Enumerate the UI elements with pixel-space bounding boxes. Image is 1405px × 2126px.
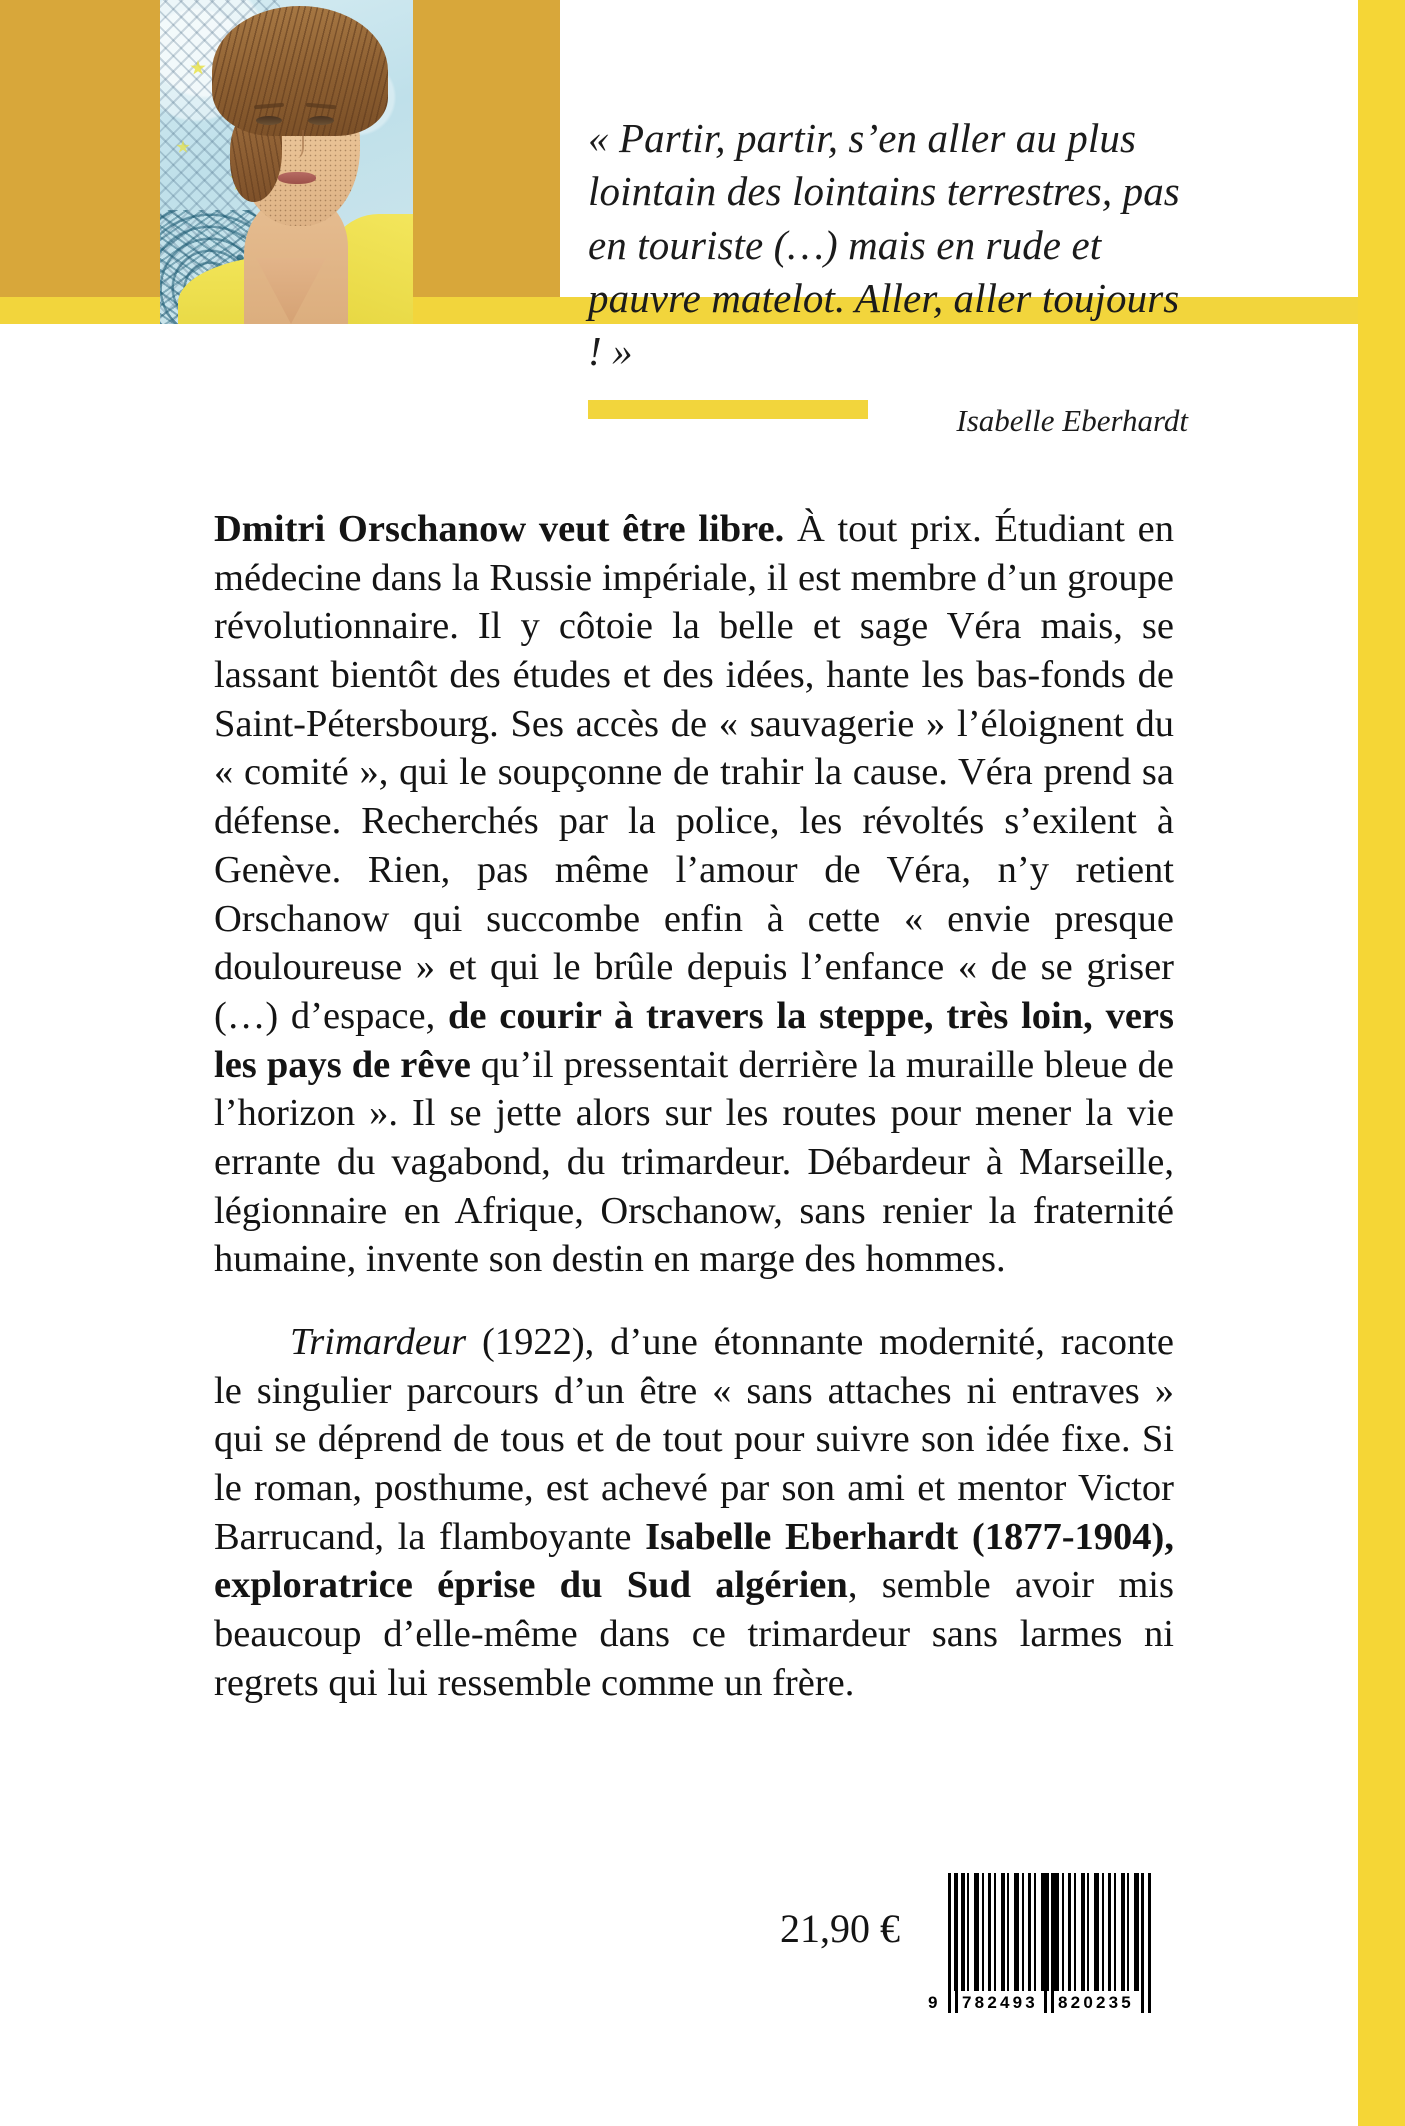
blurb-run-1: À tout prix. Étudiant en médecine dans la Russie impériale, il est membre d’un groupe révolutionnaire. Il y côtoie la belle et sage Véra mais, se lassant bientôt des études et des idées, hante les bas-fonds de Saint-Pétersbourg. Ses accès de « sauvagerie » l’éloignent du « comité », qui le soupçonne de trahir la cause. Véra prend sa défense. Recherchés par la police, les révoltés s’exilent à Genève. Rien, pas même l’amour de Véra, n’y retient Orschanow qui succombe enfin à cette « envie presque douloureuse » et qui le brûle depuis l’enfance « de se griser (…) d’espace, [214,508,1175,1037]
blurb-bold-author: Isabelle Eberhardt (1877-1904), exploratrice éprise du Sud algérien [214,1515,1174,1607]
blurb-paragraph-2 [214,1318,1174,1708]
portrait-nose [288,130,304,158]
barcode-guard [948,1873,951,2013]
ean13-barcode [926,1873,1166,2033]
blurb2-run-2: , semble avoir mis beaucoup d’elle-même dans ce trimardeur sans larmes ni regrets qui lui ressemble comme un frère. [214,1564,1174,1704]
portrait-hair [212,6,388,136]
blurb-book-title: Trimardeur [290,1321,467,1363]
barcode-bars [948,1873,1148,1991]
barcode-guard [1148,1873,1151,2013]
barcode-guard [955,1873,958,2013]
pull-quote-text: « Partir, partir, s’en aller au plus lointain des lointains terrestres, pas en touriste (…) mais en rude et pauvre matelot. Aller, aller toujours ! » [588,115,1180,375]
portrait-eye-left [256,116,282,125]
barcode-left-group: 782493 [962,1993,1038,2012]
portrait-illustration [160,0,413,324]
barcode-guard [1141,1873,1144,2013]
barcode-guard [1051,1873,1054,2013]
blurb-lead-bold: Dmitri Orschanow veut être libre. [214,508,785,550]
blurb-paragraph-1 [214,505,1174,1284]
barcode-right-group: 820235 [1058,1993,1134,2012]
price-label: 21,90 € [780,1906,900,1951]
blurb2-run-1: (1922), d’une étonnante modernité, raconte le singulier parcours d’un être « sans attaches ni entraves » qui se déprend de tous et de tout pour suivre son idée fixe. Si le roman, posthume, est achevé par son ami et mentor Victor Barrucand, la flamboyante [214,1321,1174,1558]
portrait-mouth [278,172,316,184]
barcode-lead-digit: 9 [928,1993,941,2012]
barcode-guard [1044,1873,1047,2013]
blurb-run-2: qu’il pressentait derrière la muraille bleue de l’horizon ». Il se jette alors sur les routes pour mener la vie errante du vagabond, du trimardeur. Débardeur à Marseille, légionnaire en Afrique, Orschanow, sans renier la fraternité humaine, invente son destin en marge des hommes. [214,1043,1174,1281]
quote-attribution: Isabelle Eberhardt [956,403,1188,438]
back-cover-blurb [214,505,1174,1708]
pull-quote [588,112,1188,378]
right-edge-stripe [1358,0,1405,2126]
barcode-digits [926,1993,1166,2013]
blurb-bold-steppe: de courir à travers la steppe, très loin, vers les pays de rêve [214,994,1174,1086]
portrait-eye-right [308,116,334,125]
